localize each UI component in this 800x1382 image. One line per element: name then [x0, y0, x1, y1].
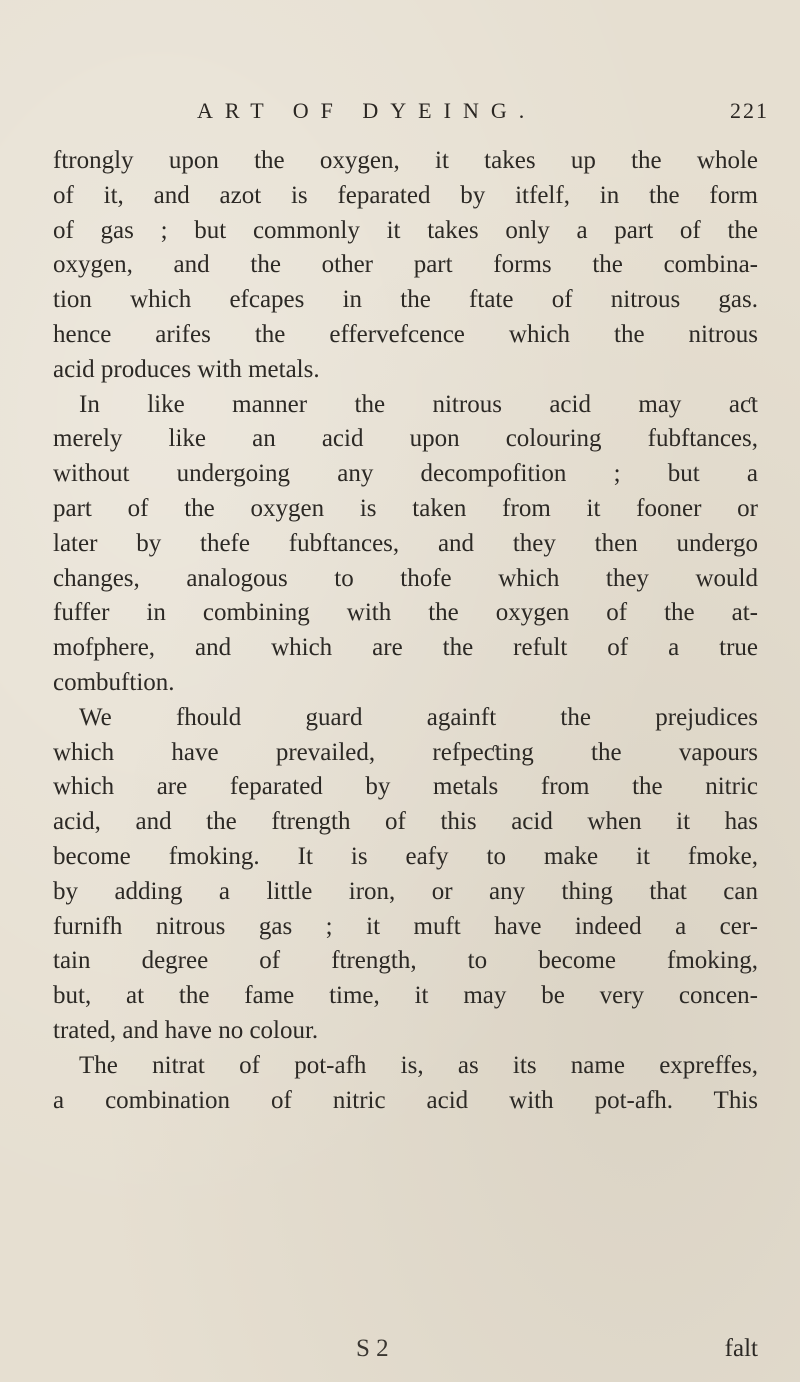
signature-mark: S 2: [356, 1335, 389, 1362]
text-line: which are feparated by metals from the nitric: [53, 773, 758, 801]
text-line: fuffer in combining with the oxygen of the at-: [53, 599, 758, 627]
text-line: acid, and the ftrength of this acid when it has: [53, 808, 758, 836]
text-line: In like manner the nitrous acid may aƈt: [79, 390, 758, 418]
text-line: a combination of nitric acid with pot-afh. This: [53, 1086, 758, 1114]
text-line: merely like an acid upon colouring fubftances,: [53, 425, 758, 453]
text-line: We fhould guard againft the prejudices: [79, 703, 758, 731]
text-line: later by thefe fubftances, and they then undergo: [53, 529, 758, 557]
text-line: become fmoking. It is eafy to make it fmoke,: [53, 842, 758, 870]
text-line: oxygen, and the other part forms the combina-: [53, 251, 758, 279]
text-line: which have prevailed, refpeƈting the vapours: [53, 738, 758, 766]
text-line: of it, and azot is feparated by itfelf, in the form: [53, 181, 758, 209]
text-line: The nitrat of pot-afh is, as its name expreffes,: [79, 1051, 758, 1079]
text-line: of gas ; but commonly it takes only a part of the: [53, 216, 758, 244]
text-line: without undergoing any decompofition ; but a: [53, 460, 758, 488]
text-line: ftrongly upon the oxygen, it takes up the whole: [53, 147, 758, 174]
text-line: acid produces with metals.: [53, 355, 320, 383]
text-line: combuftion.: [53, 668, 175, 696]
text-line: by adding a little iron, or any thing that can: [53, 877, 758, 905]
text-line: tion which efcapes in the ftate of nitrous gas.: [53, 286, 758, 314]
body-text: [53, 144, 758, 1118]
text-line: trated, and have no colour.: [53, 1016, 319, 1044]
text-line: hence arifes the effervefcence which the nitrous: [53, 320, 758, 348]
text-line: tain degree of ftrength, to become fmoking,: [53, 947, 758, 975]
text-line: mofphere, and which are the refult of a true: [53, 634, 758, 662]
text-line: but, at the fame time, it may be very concen-: [53, 982, 758, 1010]
page-number: 221: [730, 98, 769, 123]
running-head: ART OF DYEING.: [197, 98, 537, 123]
page-footer: [53, 1335, 758, 1369]
text-line: furnifh nitrous gas ; it muft have indeed a cer-: [53, 912, 758, 940]
text-line: part of the oxygen is taken from it fooner or: [53, 494, 758, 522]
catchword: falt: [724, 1335, 758, 1362]
text-line: changes, analogous to thofe which they would: [53, 564, 758, 592]
